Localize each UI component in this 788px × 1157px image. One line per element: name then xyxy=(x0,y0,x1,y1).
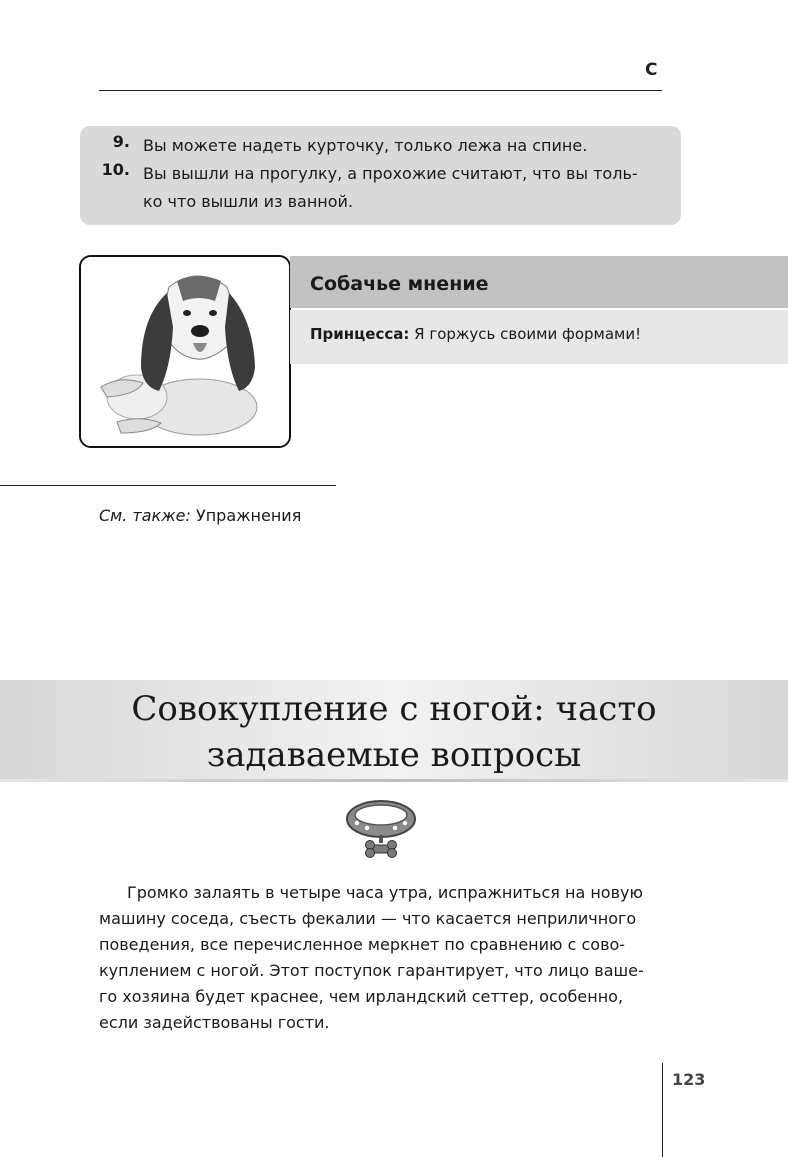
list-item-number: 9. xyxy=(112,132,130,151)
basset-hound-illustration xyxy=(81,257,289,446)
basset-hound-photo xyxy=(79,255,291,448)
dog-collar-icon xyxy=(343,797,419,865)
section-rule xyxy=(0,485,336,486)
see-also-label: См. также: xyxy=(99,506,191,525)
running-header-letter: С xyxy=(645,60,658,80)
see-also-target: Упражнения xyxy=(190,506,302,525)
dog-opinion-title: Собачье мнение xyxy=(310,273,489,295)
list-box xyxy=(80,126,681,225)
list-item-text: Вы можете надеть курточку, только лежа на спине. xyxy=(143,136,588,155)
quote-text: Я горжусь своими формами! xyxy=(409,325,642,343)
footer-rule xyxy=(662,1063,663,1157)
dog-opinion-quote xyxy=(310,325,641,343)
see-also xyxy=(99,506,301,525)
page-number: 123 xyxy=(672,1070,706,1089)
list-item-number: 10. xyxy=(101,160,130,179)
header-rule xyxy=(99,90,662,91)
body-paragraph: Громко залаять в четыре часа утра, испражниться на новую машину соседа, съесть фекалии — что касается неприличного поведения, все перечисленное меркнет по сравнению с сово- куплением с ногой. Этот поступок гарантирует, что лицо ваше- го хозяина будет краснее, чем ирландский сеттер, особенно, если задействованы гости. xyxy=(99,883,644,1032)
chapter-title: Совокупление с ногой: часто задаваемые вопросы xyxy=(131,689,657,775)
list-item-text: Вы вышли на прогулку, а прохожие считают, что вы толь- ко что вышли из ванной. xyxy=(143,164,638,211)
quote-speaker: Принцесса: xyxy=(310,325,410,343)
